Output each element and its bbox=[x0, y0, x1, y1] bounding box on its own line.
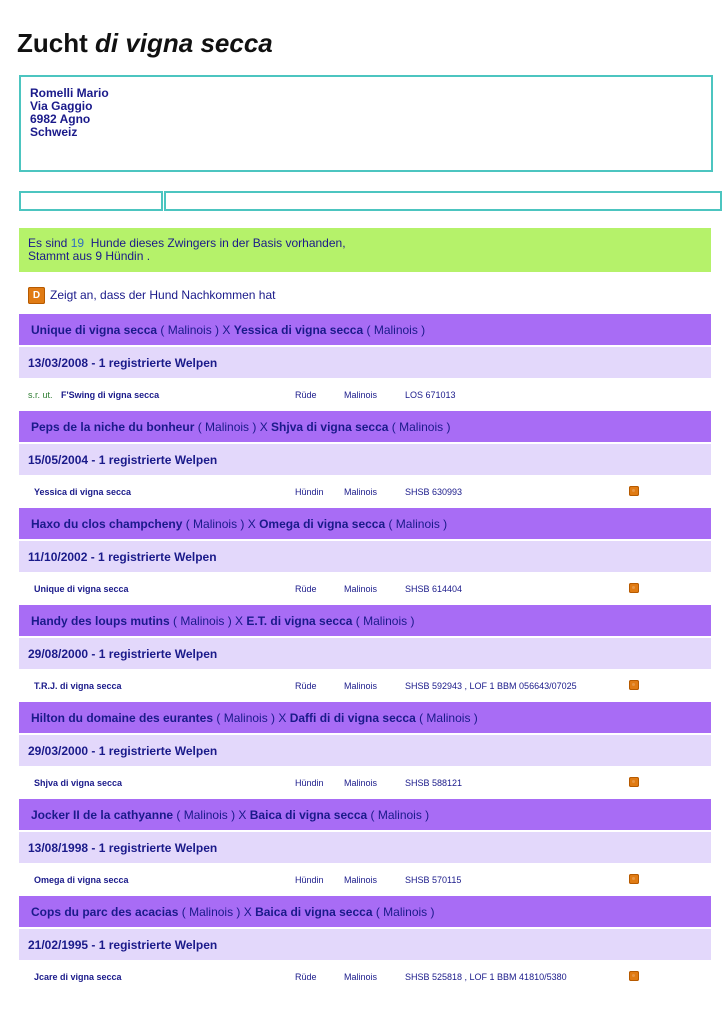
pup-row bbox=[19, 863, 711, 896]
pup-breed: Malinois bbox=[344, 972, 378, 982]
pup-sex: Rüde bbox=[295, 390, 317, 400]
dam-breed: ( Malinois ) bbox=[367, 807, 430, 822]
litter-date-row: 13/03/2008 - 1 registrierte Welpen bbox=[19, 347, 711, 378]
sire-breed: ( Malinois ) X bbox=[182, 516, 260, 531]
pup-name-link[interactable]: Shjva di vigna secca bbox=[34, 778, 123, 788]
dog-count: 19 bbox=[70, 236, 85, 250]
page-title bbox=[17, 28, 273, 59]
pup-sex: Rüde bbox=[295, 972, 317, 982]
sire-link[interactable]: Jocker II de la cathyanne bbox=[31, 807, 174, 822]
pup-registration: SHSB 630993 bbox=[405, 487, 463, 497]
dam-link[interactable]: Baica di vigna secca bbox=[249, 807, 368, 822]
dam-link[interactable]: Baica di vigna secca bbox=[255, 904, 373, 919]
sire-breed: ( Malinois ) X bbox=[213, 710, 290, 725]
address-city: 6982 Agno bbox=[30, 112, 91, 126]
litter-parents-row bbox=[19, 896, 711, 927]
litter-date-row: 21/02/1995 - 1 registrierte Welpen bbox=[19, 929, 711, 960]
dam-link[interactable]: E.T. di vigna secca bbox=[246, 613, 353, 628]
litter-date-row: 29/08/2000 - 1 registrierte Welpen bbox=[19, 638, 711, 669]
address-name: Romelli Mario bbox=[30, 86, 109, 100]
litter-parents-row bbox=[19, 314, 711, 345]
pup-name-link[interactable]: Yessica di vigna secca bbox=[34, 487, 132, 497]
pup-registration: LOS 671013 bbox=[405, 390, 456, 400]
pup-row bbox=[19, 766, 711, 799]
pup-sex: Hündin bbox=[295, 778, 324, 788]
pup-breed: Malinois bbox=[344, 584, 378, 594]
dam-link[interactable]: Shjva di vigna secca bbox=[271, 419, 389, 434]
dam-breed: ( Malinois ) bbox=[388, 419, 451, 434]
litter-date-row: 11/10/2002 - 1 registrierte Welpen bbox=[19, 541, 711, 572]
pup-registration: SHSB 525818 , LOF 1 BBM 41810/5380 bbox=[405, 972, 567, 982]
litter-parents-row bbox=[19, 508, 711, 539]
offspring-icon: D bbox=[28, 287, 45, 304]
litter-parents-row bbox=[19, 702, 711, 733]
info-text-b: Hunde dieses Zwingers in der Basis vorhanden, bbox=[84, 236, 346, 250]
title-kennel: di vigna secca bbox=[95, 28, 273, 58]
pup-row bbox=[19, 572, 711, 605]
pup-breed: Malinois bbox=[344, 875, 378, 885]
sire-breed: ( Malinois ) X bbox=[173, 807, 250, 822]
pup-name-link[interactable]: Omega di vigna secca bbox=[34, 875, 129, 885]
offspring-icon[interactable] bbox=[629, 971, 639, 981]
pup-name-link[interactable]: F'Swing di vigna secca bbox=[61, 390, 160, 400]
dam-breed: ( Malinois ) bbox=[352, 613, 415, 628]
owner-address-box bbox=[19, 75, 713, 172]
pup-sex: Rüde bbox=[295, 584, 317, 594]
kennel-info-box bbox=[19, 228, 711, 272]
pup-row bbox=[19, 378, 711, 411]
pup-prefix: s.r. ut. bbox=[28, 390, 53, 400]
litter-date-row: 13/08/1998 - 1 registrierte Welpen bbox=[19, 832, 711, 863]
pup-registration: SHSB 588121 bbox=[405, 778, 463, 788]
dam-breed: ( Malinois ) bbox=[415, 710, 478, 725]
dam-breed: ( Malinois ) bbox=[385, 516, 448, 531]
sire-link[interactable]: Haxo du clos champcheny bbox=[31, 516, 183, 531]
empty-box-left bbox=[19, 191, 163, 211]
litter-date-row: 29/03/2000 - 1 registrierte Welpen bbox=[19, 735, 711, 766]
address-country: Schweiz bbox=[30, 125, 78, 139]
pup-sex: Rüde bbox=[295, 681, 317, 691]
litter-parents-row bbox=[19, 411, 711, 442]
pup-row bbox=[19, 475, 711, 508]
pup-name-link[interactable]: Unique di vigna secca bbox=[34, 584, 129, 594]
sire-link[interactable]: Unique di vigna secca bbox=[31, 322, 158, 337]
offspring-icon[interactable] bbox=[629, 777, 639, 787]
dam-breed: ( Malinois ) bbox=[372, 904, 435, 919]
pup-breed: Malinois bbox=[344, 390, 378, 400]
sire-breed: ( Malinois ) X bbox=[178, 904, 256, 919]
title-prefix: Zucht bbox=[17, 28, 88, 58]
pup-registration: SHSB 614404 bbox=[405, 584, 463, 594]
pup-breed: Malinois bbox=[344, 487, 378, 497]
info-text-a: Es sind bbox=[28, 236, 71, 250]
offspring-icon[interactable] bbox=[629, 874, 639, 884]
sire-breed: ( Malinois ) X bbox=[194, 419, 272, 434]
offspring-icon[interactable] bbox=[629, 583, 639, 593]
empty-box-right bbox=[164, 191, 722, 211]
pup-name-link[interactable]: Jcare di vigna secca bbox=[34, 972, 122, 982]
pup-sex: Hündin bbox=[295, 487, 324, 497]
pup-registration: SHSB 592943 , LOF 1 BBM 056643/07025 bbox=[405, 681, 577, 691]
address-street: Via Gaggio bbox=[30, 99, 93, 113]
pup-breed: Malinois bbox=[344, 778, 378, 788]
litter-parents-row bbox=[19, 799, 711, 830]
pup-name-link[interactable]: T.R.J. di vigna secca bbox=[34, 681, 122, 691]
pup-breed: Malinois bbox=[344, 681, 378, 691]
legend bbox=[28, 285, 275, 305]
sire-link[interactable]: Cops du parc des acacias bbox=[31, 904, 179, 919]
dam-breed: ( Malinois ) bbox=[363, 322, 426, 337]
sire-link[interactable]: Handy des loups mutins bbox=[31, 613, 170, 628]
litter-parents-row bbox=[19, 605, 711, 636]
litter-date-row: 15/05/2004 - 1 registrierte Welpen bbox=[19, 444, 711, 475]
dam-link[interactable]: Yessica di vigna secca bbox=[233, 322, 364, 337]
offspring-icon[interactable] bbox=[629, 486, 639, 496]
offspring-icon[interactable] bbox=[629, 680, 639, 690]
pup-row bbox=[19, 960, 711, 993]
info-line-2: Stammt aus 9 Hündin . bbox=[28, 249, 151, 263]
sire-breed: ( Malinois ) X bbox=[157, 322, 234, 337]
pup-row bbox=[19, 669, 711, 702]
dam-link[interactable]: Daffi di di vigna secca bbox=[289, 710, 416, 725]
sire-breed: ( Malinois ) X bbox=[169, 613, 247, 628]
dam-link[interactable]: Omega di vigna secca bbox=[259, 516, 386, 531]
legend-text: Zeigt an, dass der Hund Nachkommen hat bbox=[50, 288, 276, 302]
litter-list bbox=[19, 314, 711, 993]
sire-link[interactable]: Peps de la niche du bonheur bbox=[31, 419, 195, 434]
pup-registration: SHSB 570115 bbox=[405, 875, 462, 885]
sire-link[interactable]: Hilton du domaine des eurantes bbox=[31, 710, 214, 725]
pup-sex: Hündin bbox=[295, 875, 324, 885]
